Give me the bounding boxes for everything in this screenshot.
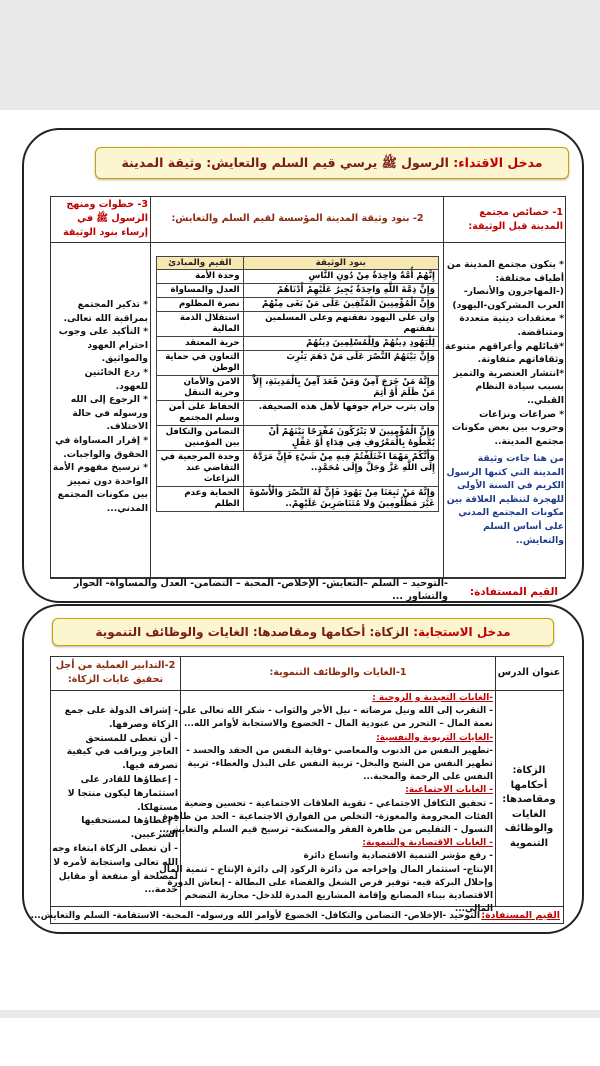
measure-line: لمصلحة أو منفعة أو مقابل	[58, 870, 178, 882]
charter-value: استقلال الذمة المالية	[157, 312, 244, 337]
banner-1-label: مدخل الاقتداء:	[453, 155, 543, 170]
col1-line: * يتكون مجتمع المدينة من	[446, 259, 564, 270]
charter-value: التضامن والتكافل بين المؤمنين	[157, 426, 244, 451]
goal-line: الإنتاج- استثمار المال وإخراجه من دائرة الركود إلى دائرة الإنتاج - تنمية المال	[159, 864, 493, 875]
charter-value: نصرة المظلوم	[157, 298, 244, 312]
col2-header: 2- بنود وثيقة المدينة المؤسسة لقيم السلم والتعايش:	[171, 213, 424, 224]
table-row	[157, 337, 439, 351]
measure-line: العاجز ويراقب في كيفية	[66, 746, 178, 758]
charter-item: وان على اليهود نفقتهم وعلى المسلمين نفقتهم	[243, 312, 438, 337]
col3-line: احترام العهود	[87, 339, 148, 351]
col1-text	[446, 258, 564, 448]
measure-line: الشرعيين.	[130, 829, 178, 841]
table-row	[157, 270, 439, 284]
lesson-title-line: ومقاصدها:	[502, 794, 556, 805]
col1-conclusion	[446, 452, 564, 547]
charter-item: وَأَنَّكُمْ مَهْمَا اخْتَلَفْتُمْ فِيهِ مِنْ شَيْءٍ فَإِنَّ مَرَدَّهُ إِلَى اللَّهِ عَزَّ وَجَلَّ وَإِلَى مُحَمَّدٍ..	[243, 451, 438, 487]
measure-line: - أن تعطى الزكاة ابتغاء وجه	[52, 842, 178, 854]
col1-line: * صراعات ونزاعات	[479, 408, 564, 420]
goal-title: - الغايات الاجتماعية:	[405, 785, 493, 796]
col1-conclusion-line: والتعايش..	[515, 534, 564, 546]
lesson-title-line: والوظائف	[504, 823, 554, 834]
col1-line: مجتمع المدينة..	[494, 435, 564, 447]
goal-line: النفس على الرحمة والمحبة...	[363, 772, 493, 783]
lesson-header: عنوان الدرس	[497, 667, 561, 678]
goal-title: -الغايات التعبدية و الروحية :	[372, 693, 493, 703]
values-2-label: القيم المستفادة:	[481, 910, 560, 921]
col1-line: وحروب بين بعض مكونات	[451, 422, 564, 434]
table-header-values: القيم والمبادئ	[157, 257, 244, 270]
col1-line: *انتشار العنصرية والتميز	[453, 367, 564, 379]
charter-item: إِنَّهُمْ أُمَّةٌ وَاحِدَةٌ مِنْ دُونِ النَّاسِ	[243, 270, 438, 284]
charter-item: وَإِنَّهُ مَنْ خَرَجَ آمِنٌ وَمَنْ قَعَدَ آمِنٌ بِالْمَدِينَةِ، إِلاَّ مَنْ ظَلَمَ أَوْ أَثِمَ	[243, 376, 438, 401]
col3-header: 3- خطوات ومنهج الرسول ﷺ في إرساء بنود الوثيقة	[62, 199, 148, 238]
col3-line: بمراقبة الله تعالى.	[63, 312, 148, 324]
measure-line: مستهلكا.	[137, 801, 178, 813]
table-row	[157, 401, 439, 426]
goal-line: المالي...	[454, 904, 493, 915]
col1-line: *قبائلهم وأعراقهم متنوعة	[445, 340, 564, 352]
col1-conclusion-line: المدينة التي كتبها الرسول	[446, 466, 564, 478]
lesson-title-line: الزكاة:	[512, 765, 546, 776]
col1-conclusion-line: مكونات المجتمع المدني	[458, 507, 564, 519]
measure-line: الزكاة وصرفها.	[108, 718, 178, 730]
col3-line: الواحدة دون تمييز	[67, 475, 148, 487]
col1-line: أطياف مختلفة:	[495, 272, 564, 284]
charter-value: الامن والأمان وحرية التنقل	[157, 376, 244, 401]
measure-line: تصرفه فيها.	[122, 760, 178, 772]
col3-line: * إقرار المساواة في	[55, 434, 148, 446]
table-row	[157, 426, 439, 451]
goals-header: 1-الغايات والوظائف التنموية:	[269, 667, 407, 678]
next-page-edge	[0, 1018, 600, 1066]
measure-line: الله تعالى واستجابة لأمره لا	[53, 856, 178, 868]
section-1-banner	[95, 147, 569, 179]
col1-line: * معتقدات دينية متعددة	[459, 313, 564, 325]
goal-line: - التقرب إلى الله ونيل مرضاته - نيل الأجر والثواب - شكر الله تعالى على	[178, 706, 493, 717]
col1-line: بسبب سيادة النظام	[475, 381, 564, 393]
charter-value: العدل والمساواة	[157, 284, 244, 298]
col3-line: * ردع الخائنين	[84, 366, 148, 378]
table-row	[157, 312, 439, 337]
col1-conclusion-line: الكريم في السنة الأولى	[457, 480, 564, 492]
charter-value: وحدة المرجعية في التقاضي عند النزاعات	[157, 451, 244, 487]
measure-line: - أن تعطى للمستحق	[85, 732, 178, 744]
values-1-row	[52, 578, 564, 603]
col3-line: ورسوله في حالة	[72, 407, 148, 419]
measures-text	[53, 704, 178, 897]
charter-value: الحماية وعدم الظلم	[157, 487, 244, 512]
col1-header: 1- خصائص مجتمع المدينة قبل الوثيقة:	[468, 207, 563, 232]
col3-line: الاختلاف.	[106, 421, 148, 433]
charter-table	[156, 256, 439, 512]
measure-line: - إشراف الدولة على جمع	[64, 705, 178, 716]
charter-value: وحدة الأمة	[157, 270, 244, 284]
col1-line: العرب المشركون-اليهود)	[452, 299, 564, 311]
col1-conclusion-line: على أساس السلم	[483, 520, 564, 532]
charter-value: حرية المعتقد	[157, 337, 244, 351]
col1-line: وثقافاتهم متفاوتة.	[477, 354, 564, 366]
col3-line: * الرجوع إلى الله	[70, 394, 148, 406]
values-1-label: القيم المستفادة:	[469, 586, 558, 598]
values-2-text: التوحيد -الإخلاص- التضامن والتكافل- الخضوع لأوامر الله ورسوله- المحبة- الاستقامة- السلم والتعايش...	[30, 911, 480, 921]
table-header-items: بنود الوثيقة	[243, 257, 438, 270]
goal-title: - الغايات الاقتصادية والتنموية:	[362, 838, 493, 849]
measure-line: - إعطاؤها للقادر على	[80, 773, 178, 785]
charter-item: وَإِنَّ الْمُؤْمِنِينَ الْمُتَّقِينَ عَلَى مَنْ بَغَى مِنْهُمْ	[243, 298, 438, 312]
measure-line: استثمارها ليكون منتجا لا	[67, 787, 178, 799]
goal-line: - رفع مؤشر التنمية الاقتصادية واتساع دائرة	[303, 851, 493, 862]
table-row	[157, 376, 439, 401]
table-row	[157, 487, 439, 512]
lesson-title-line: التنموية	[509, 837, 549, 849]
col3-line: بين مكونات المجتمع	[57, 489, 148, 501]
measure-line: - إعطاؤها لمستحقيها	[81, 815, 178, 827]
col3-text	[53, 298, 148, 516]
section-2-banner	[52, 618, 554, 646]
charter-item: وَإِنَّ الْمُؤْمِنِينَ لا يَتْرُكُونَ مُفْرَحًا بَيْنَهُمْ أَنْ يُعْطُوهُ بِالْمَعْرُوفِ فِي فِدَاءٍ أَوْ عَقْلٍ	[243, 426, 438, 451]
measure-line: خدمة...	[144, 884, 178, 896]
banner-2-label: مدخل الاستجابة:	[413, 625, 511, 639]
goal-line: -تطهير النفس من الذنوب والمعاصي -وقاية النفس من الحقد والحسد -	[186, 745, 493, 756]
table-row	[157, 298, 439, 312]
goal-line: وإحلال البركة فيه- توفير فرص الشغل والقضاء على البطالة - إنعاش الدورة	[167, 877, 493, 888]
col1-line: القبلي..	[527, 394, 564, 406]
values-1-line1: -التوحيد – السلم –التعايش- الإخلاص- المحبة – التضامن- العدل والمساواة- الحوار	[73, 578, 448, 589]
charter-item: وَإِنَّ بَيْنَهُمُ النَّصْرَ عَلَى مَنْ دَهَمَ يَثْرِبَ	[243, 351, 438, 376]
goal-line: - تحقيق التكافل الاجتماعي - تقوية العلاقات الاجتماعية - تحسين وضعية	[184, 798, 493, 809]
goal-line: نعمة المال – التحرر من عبودية المال – الخضوع والاستجابة لأوامر الله...	[183, 719, 493, 730]
charter-item: وَإِنَّ ذِمَّةَ اللَّهِ وَاحِدَةٌ يُجِيرُ عَلَيْهِمْ أَدْنَاهُمْ	[243, 284, 438, 298]
goal-line: الاقتصادية ببناء المصانع وإقامة المشاريع المدرة للدخل- محاربة التضخم	[184, 891, 493, 902]
table-row	[157, 451, 439, 487]
values-2-row	[30, 908, 562, 924]
lesson-title	[497, 764, 561, 851]
charter-value: التعاون في حماية الوطن	[157, 351, 244, 376]
col1-line: (-المهاجرون والأنصار-	[463, 286, 564, 298]
charter-item: وإن يثرب حرام جوفها لأهل هذه الصحيفة.	[243, 401, 438, 426]
charter-item: وَإِنَّهُ مَنْ تَبِعَنَا مِنْ يَهُودَ فَإِنَّ لَهُ النَّصْرَ وَالْأُسْوَةَ غَيْرَ مَظْلُومِينَ وَلا مُتَنَاصَرِينَ عَلَيْهِمْ..	[243, 487, 438, 512]
values-1-line2: والتشاور ...	[392, 591, 448, 602]
goal-line: تطهير النفس من الشح والبخل- تربية النفس على البذل والعطاء- تربية	[187, 759, 493, 770]
col3-line: * ترسيخ مفهوم الأمة	[52, 462, 148, 474]
banner-1-title: الرسول ﷺ يرسي قيم السلم والتعايش: وثيقة المدينة	[121, 155, 449, 170]
col1-conclusion-line: من هنا جاءت وثيقة	[477, 453, 564, 464]
charter-item: لِلْيَهُودِ دِينُهُمْ وَلِلْمُسْلِمِينَ دِينُهُمْ	[243, 337, 438, 351]
col3-line: * تذكير المجتمع	[77, 299, 148, 310]
charter-value: الحفاظ على أمن وسلم المجتمع	[157, 401, 244, 426]
table-row	[157, 351, 439, 376]
col1-line: ومتناقضة.	[517, 326, 564, 338]
lesson-title-line: أحكامها	[510, 779, 548, 791]
lesson-title-line: الغايات	[511, 808, 547, 820]
table-row	[157, 284, 439, 298]
banner-2-title: الزكاة: أحكامها ومقاصدها: الغايات والوظائف التنموية	[95, 625, 409, 639]
col3-line: الحقوق والواجبات.	[63, 448, 148, 460]
goal-title: -الغايات التربوية والنفسية:	[376, 732, 493, 743]
goal-line: الفئات المحرومة والمعوزة- التخلص من الفوارق الاجتماعية - الحد من ظاهرة	[162, 811, 493, 822]
col3-line: المدني...	[106, 502, 148, 514]
col3-line: للعهود.	[115, 380, 148, 392]
col1-conclusion-line: للهجرة لتنظيم العلاقة بين	[446, 493, 564, 505]
col3-line: والمواثيق.	[101, 353, 148, 365]
measures-header: 2-التدابير العملية من أجل تحقيق غايات الزكاة:	[55, 660, 176, 685]
col3-line: * التأكيد على وجوب	[58, 326, 148, 338]
goal-line: التسول - التقليص من ظاهرة الفقر والمسكنة- ترسيخ قيم السلم والتعايش...	[159, 825, 493, 836]
